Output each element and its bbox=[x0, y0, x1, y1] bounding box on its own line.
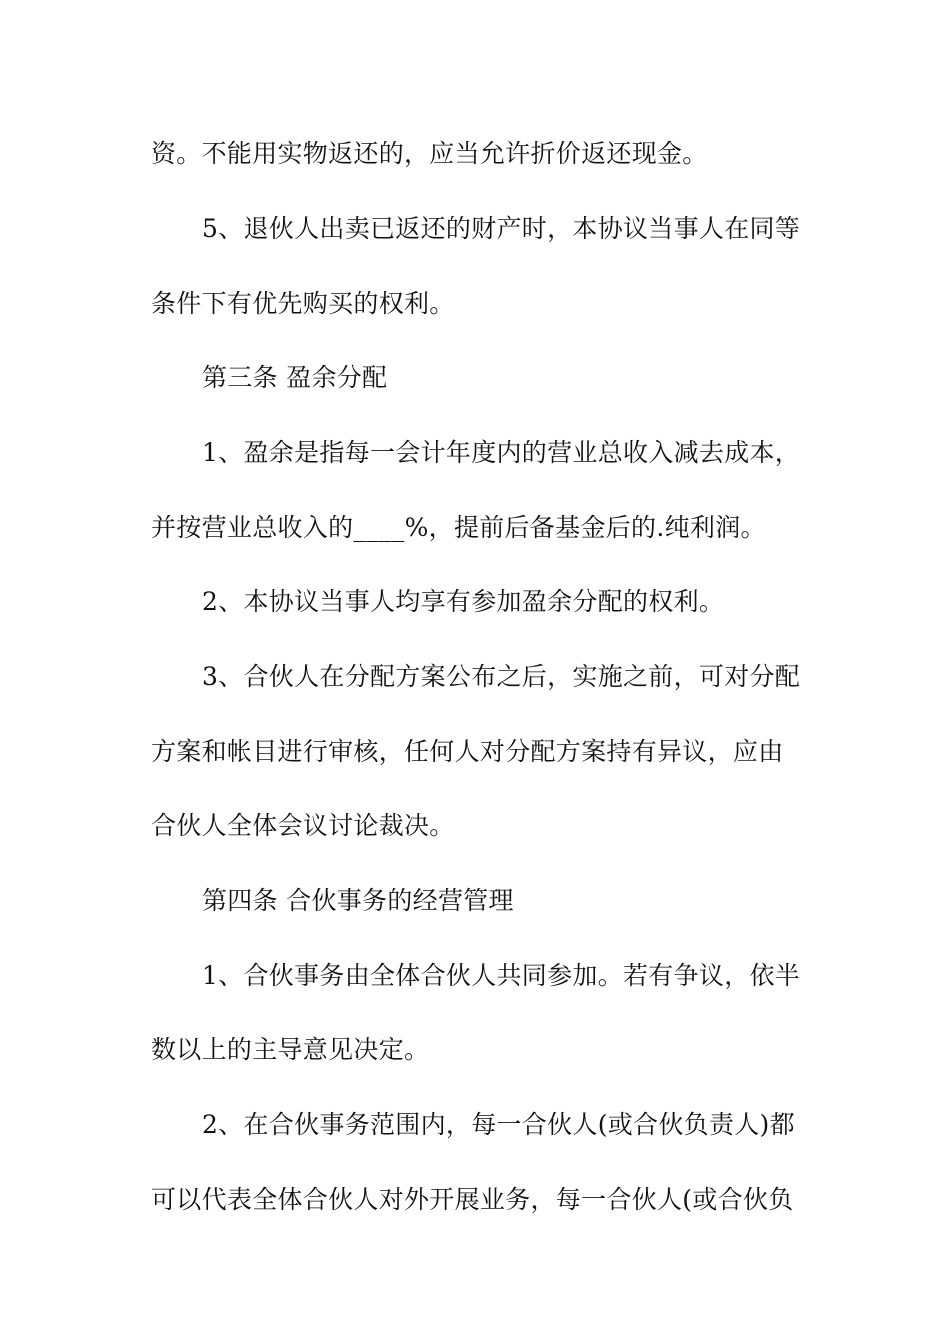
paragraph-line: 3、合伙人在分配方案公布之后，实施之前，可对分配 bbox=[202, 662, 801, 691]
paragraph-line: 资。不能用实物返还的，应当允许折价返还现金。 bbox=[151, 139, 708, 168]
paragraph-line: 数以上的主导意见决定。 bbox=[151, 1035, 430, 1064]
section-heading: 第三条 盈余分配 bbox=[202, 363, 388, 392]
paragraph-line: 1、合伙事务由全体合伙人共同参加。若有争议，依半 bbox=[202, 961, 801, 990]
paragraph-line: 合伙人全体会议讨论裁决。 bbox=[151, 811, 455, 840]
section-heading: 第四条 合伙事务的经营管理 bbox=[202, 886, 514, 915]
paragraph-line: 并按营业总收入的____%，提前后备基金后的.纯利润。 bbox=[151, 513, 766, 542]
paragraph-line: 1、盈余是指每一会计年度内的营业总收入减去成本， bbox=[202, 438, 801, 467]
paragraph-line: 条件下有优先购买的权利。 bbox=[151, 289, 455, 318]
paragraph-line: 5、退伙人出卖已返还的财产时，本协议当事人在同等 bbox=[202, 214, 801, 243]
paragraph-line: 方案和帐目进行审核，任何人对分配方案持有异议，应由 bbox=[151, 737, 784, 766]
paragraph-line: 2、本协议当事人均享有参加盈余分配的权利。 bbox=[202, 587, 725, 616]
paragraph-line: 可以代表全体合伙人对外开展业务，每一合伙人(或合伙负 bbox=[151, 1185, 794, 1214]
paragraph-line: 2、在合伙事务范围内，每一合伙人(或合伙负责人)都 bbox=[202, 1110, 795, 1139]
